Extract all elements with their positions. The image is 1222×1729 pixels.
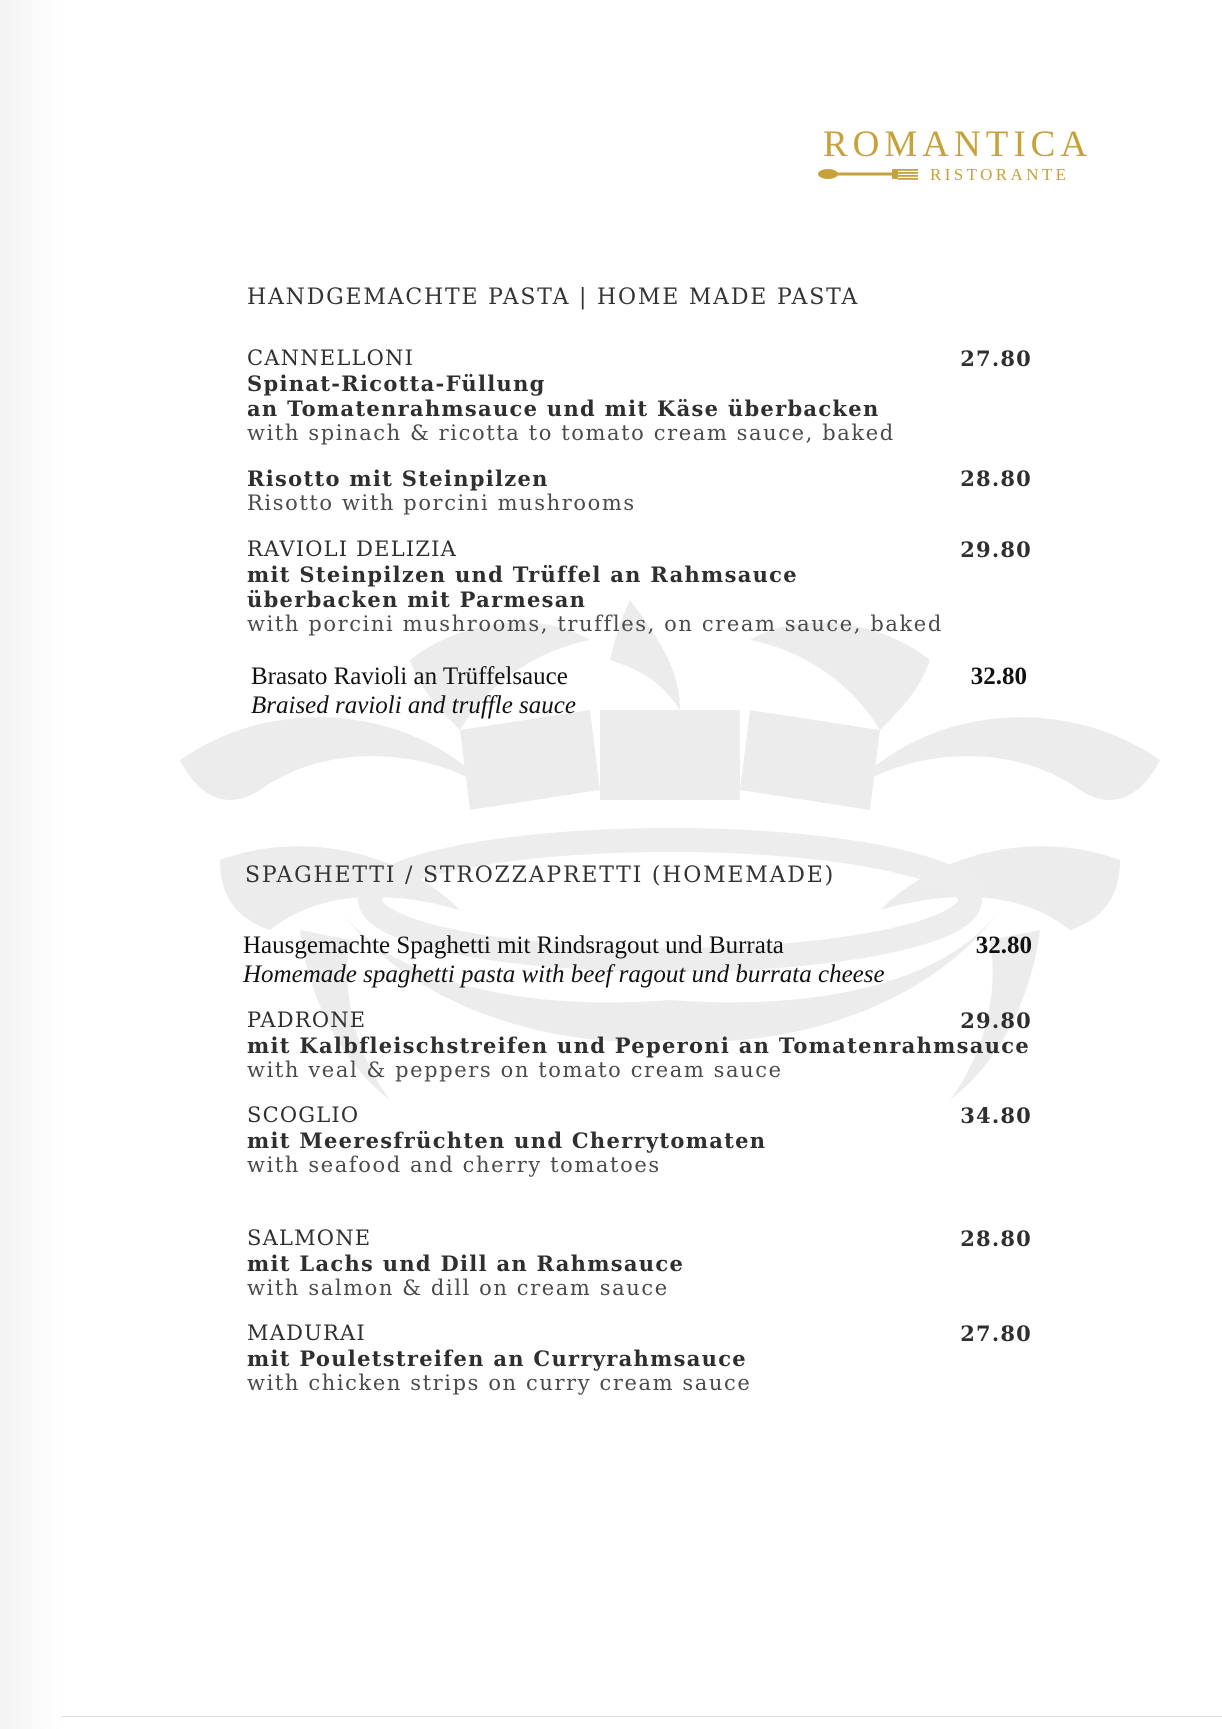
section-title-spaghetti: SPAGHETTI / STROZZAPRETTI (HOMEMADE) <box>245 863 835 888</box>
item-description-de: mit Meeresfrüchten und Cherrytomaten <box>247 1128 767 1153</box>
item-price: 32.80 <box>970 663 1027 690</box>
item-description-de: mit Kalbfleischstreifen und Peperoni an Tomatenrahmsauce <box>247 1033 1031 1058</box>
logo-subtitle: RISTORANTE <box>930 165 1070 184</box>
item-name: MADURAI <box>247 1321 366 1345</box>
page-left-shade <box>0 0 62 1729</box>
item-description-de: mit Lachs und Dill an Rahmsauce <box>247 1251 685 1276</box>
item-description-en: with salmon & dill on cream sauce <box>247 1276 669 1300</box>
item-description-en: with spinach & ricotta to tomato cream sauce, baked <box>247 421 895 445</box>
item-description-en: Homemade spaghetti pasta with beef ragout und burrata cheese <box>243 961 885 988</box>
item-description-en: Risotto with porcini mushrooms <box>247 491 636 515</box>
fork-icon <box>818 167 918 181</box>
item-description-de: überbacken mit Parmesan <box>247 587 587 612</box>
item-description-de: mit Pouletstreifen an Curryrahmsauce <box>247 1346 747 1371</box>
menu-item-brasato-ravioli <box>251 662 1027 720</box>
item-description-en: with veal & peppers on tomato cream sauce <box>247 1058 783 1082</box>
menu-item-risotto <box>247 466 1032 516</box>
item-name: SCOGLIO <box>247 1103 360 1127</box>
item-price: 27.80 <box>960 346 1032 371</box>
item-description-en: with seafood and cherry tomatoes <box>247 1153 661 1177</box>
restaurant-logo <box>818 124 1093 185</box>
item-description-de: Spinat-Ricotta-Füllung <box>247 371 546 396</box>
item-description-de: an Tomatenrahmsauce und mit Käse überbacken <box>247 396 880 421</box>
item-name: CANNELLONI <box>247 346 415 370</box>
item-name: SALMONE <box>247 1226 372 1250</box>
menu-item-cannelloni <box>247 346 1032 446</box>
item-description-de: mit Steinpilzen und Trüffel an Rahmsauce <box>247 562 798 587</box>
logo-title: ROMANTICA <box>823 124 1093 165</box>
menu-item-scoglio <box>247 1103 1032 1178</box>
page-bottom-divider <box>62 1716 1222 1717</box>
item-description-en: with porcini mushrooms, truffles, on cream sauce, baked <box>247 612 943 636</box>
menu-item-madurai <box>247 1321 1032 1396</box>
item-price: 28.80 <box>960 1226 1032 1251</box>
item-name: PADRONE <box>247 1008 367 1032</box>
section-title-homemade-pasta: HANDGEMACHTE PASTA | HOME MADE PASTA <box>247 285 860 310</box>
item-price: 28.80 <box>960 466 1032 491</box>
item-name: Risotto mit Steinpilzen <box>247 466 549 491</box>
item-name: Brasato Ravioli an Trüffelsauce <box>251 663 568 690</box>
item-price: 29.80 <box>960 537 1032 562</box>
item-price: 27.80 <box>960 1321 1032 1346</box>
menu-item-homemade-spaghetti <box>243 931 1032 989</box>
item-price: 32.80 <box>975 932 1032 959</box>
item-price: 34.80 <box>960 1103 1032 1128</box>
menu-item-padrone <box>247 1008 1032 1083</box>
item-price: 29.80 <box>960 1008 1032 1033</box>
menu-item-salmone <box>247 1226 1032 1301</box>
item-name: Hausgemachte Spaghetti mit Rindsragout und Burrata <box>243 932 784 959</box>
menu-item-ravioli-delizia <box>247 537 1032 637</box>
item-description-en: with chicken strips on curry cream sauce <box>247 1371 752 1395</box>
item-description-en: Braised ravioli and truffle sauce <box>251 692 576 719</box>
item-name: RAVIOLI DELIZIA <box>247 537 457 561</box>
